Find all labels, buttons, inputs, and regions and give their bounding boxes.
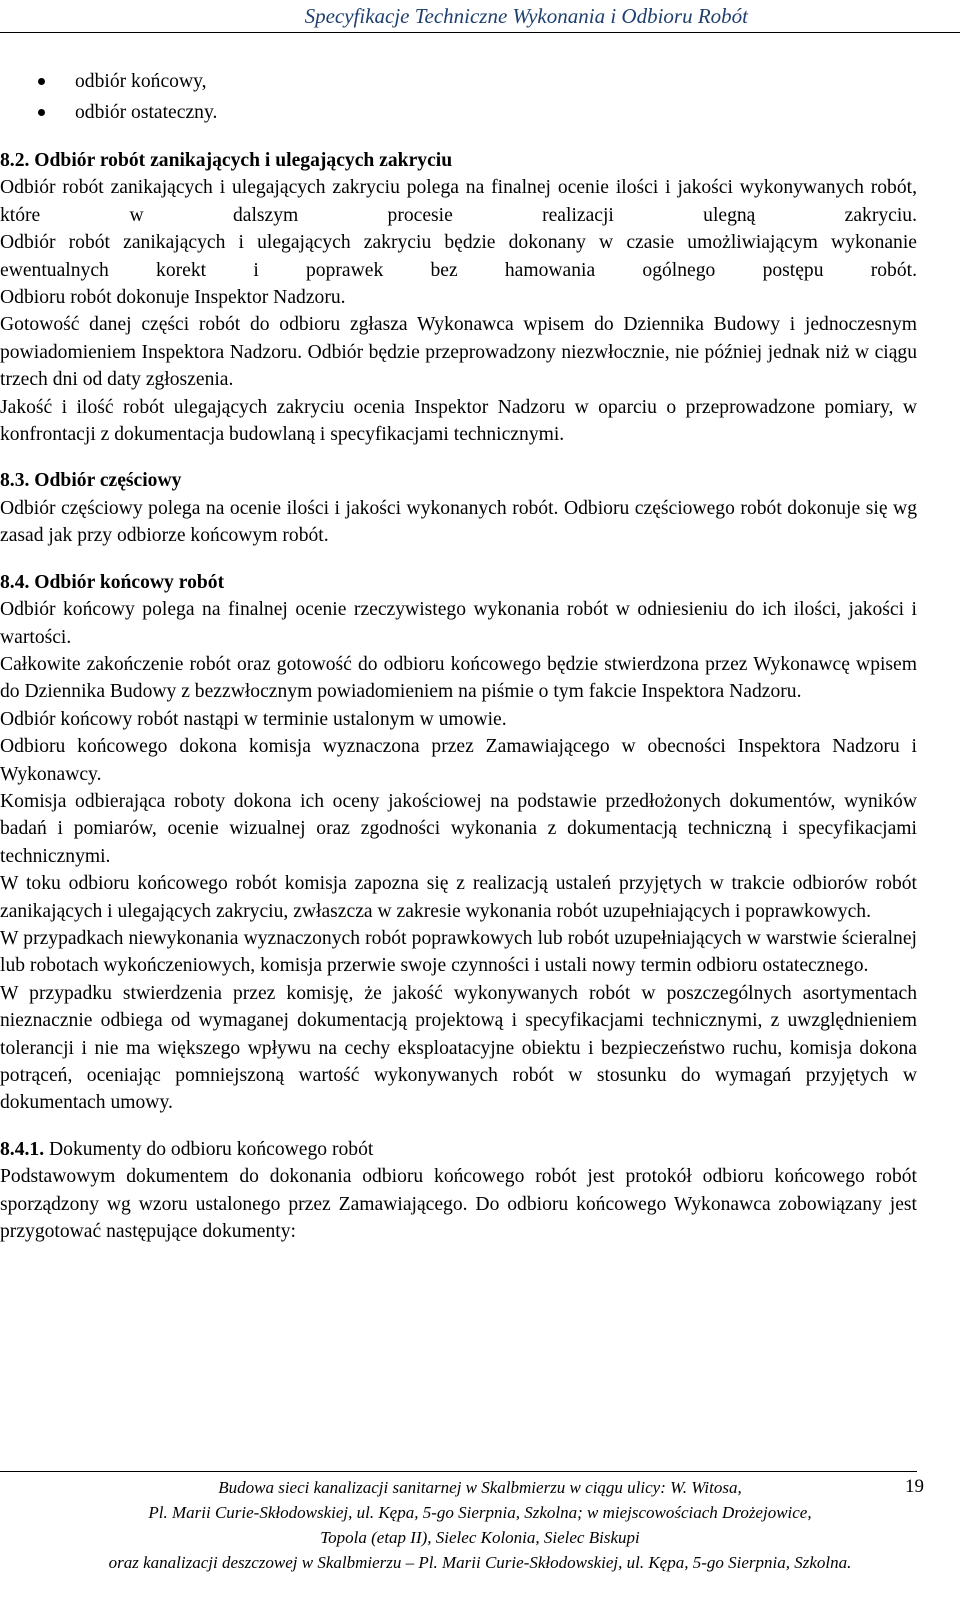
section-8-4 [0, 569, 917, 1117]
paragraph: Odbiór robót zanikających i ulegających zakryciu będzie dokonany w czasie umożliwiającym wykonanie ewentualnych korekt i poprawek bez hamowania ogólnego postępu robót. [0, 232, 917, 281]
paragraph: W przypadku stwierdzenia przez komisję, że jakość wykonywanych robót w poszczególnych asortymentach nieznacznie odbiega od wymaganej dokumentacją projektową i specyfikacjami technicznymi, z uwzględnieniem tolerancji i nie ma większego wpływu na cechy eksploatacyjne obiektu i bezpieczeństwo ruchu, komisja dokona potrąceń, oceniając pomniejszoną wartość wykonywanych robót w stosunku do wymagań przyjętych w dokumentach umowy. [0, 982, 917, 1114]
paragraph: Odbiór końcowy robót nastąpi w terminie ustalonym w umowie. [0, 708, 507, 730]
paragraph: Odbiór robót zanikających i ulegających zakryciu polega na finalnej ocenie ilości i jakości wykonywanych robót, które w dalszym procesie realizacji ulegną zakryciu. [0, 177, 917, 226]
section-heading [0, 569, 917, 596]
footer-line: Topola (etap II), Sielec Kolonia, Sielec Biskupi [320, 1528, 640, 1547]
paragraph: Jakość i ilość robót ulegających zakryciu ocenia Inspektor Nadzoru w oparciu o przeprowadzone pomiary, w konfrontacji z dokumentacja budowlaną i specyfikacjami technicznymi. [0, 396, 917, 446]
page-footer [0, 1475, 960, 1575]
paragraph: Odbiór końcowy polega na finalnej ocenie rzeczywistego wykonania robót w odniesieniu do ich ilości, jakości i wartości. [0, 599, 917, 648]
footer-divider [0, 1471, 917, 1472]
bullet-icon [38, 109, 45, 116]
paragraph: Podstawowym dokumentem do dokonania odbioru końcowego robót jest protokół odbioru końcowego robót sporządzony wg wzoru ustalonego przez Zamawiającego. Do odbioru końcowego Wykonawca zobowiązany jest przygotować następujące dokumenty: [0, 1166, 917, 1243]
footer-line: oraz kanalizacji deszczowej w Skalbmierzu – Pl. Marii Curie-Skłodowskiej, ul. Kępa, 5-go Sierpnia, Szkolna. [108, 1553, 852, 1572]
list-item: odbiór ostateczny. [0, 97, 917, 128]
section-heading [0, 467, 917, 494]
section-title: Dokumenty do odbioru końcowego robót [49, 1138, 374, 1160]
section-8-2 [0, 147, 917, 448]
document-body [0, 66, 917, 1245]
section-8-4-1 [0, 1136, 917, 1246]
paragraph: W przypadkach niewykonania wyznaczonych robót poprawkowych lub robót uzupełniających w warstwie ścieralnej lub robotach wykończeniowych, komisja przerwie swoje czynności i ustali nowy termin odbioru ostatecznego. [0, 927, 917, 977]
paragraph: W toku odbioru końcowego robót komisja zapozna się z realizacją ustaleń przyjętych w trakcie odbiorów robót zanikających i ulegających zakryciu, zwłaszcza w zakresie wykonania robót uzupełniających i poprawkowych. [0, 873, 917, 922]
section-title: Odbiór częściowy [34, 470, 182, 492]
header-title: Specyfikacje Techniczne Wykonania i Odbioru Robót [304, 4, 748, 28]
section-number: 8.4. [0, 571, 30, 593]
bullet-icon [38, 78, 45, 85]
section-8-3 [0, 467, 917, 549]
list-item: odbiór końcowy, [0, 66, 917, 97]
paragraph: Gotowość danej części robót do odbioru zgłasza Wykonawca wpisem do Dziennika Budowy i jednoczesnym powiadomieniem Inspektora Nadzoru. Odbiór będzie przeprowadzony niezwłocznie, nie później jednak niż w ciągu trzech dni od daty zgłoszenia. [0, 314, 917, 391]
footer-line: Budowa sieci kanalizacji sanitarnej w Skalbmierzu w ciągu ulicy: W. Witosa, [218, 1478, 742, 1497]
paragraph: Całkowite zakończenie robót oraz gotowość do odbioru końcowego będzie stwierdzona przez Wykonawcę wpisem do Dziennika Budowy z bezzwłocznym powiadomieniem na piśmie o tym fakcie Inspektora Nadzoru. [0, 653, 917, 703]
section-title: Odbiór robót zanikających i ulegających zakryciu [34, 150, 453, 171]
section-number: 8.2. [0, 150, 30, 171]
footer-line: Pl. Marii Curie-Skłodowskiej, ul. Kępa, 5-go Sierpnia, Szkolna; w miejscowościach Drożejowice, [148, 1503, 812, 1522]
section-heading [0, 147, 917, 174]
paragraph: Odbiór częściowy polega na ocenie ilości i jakości wykonanych robót. Odbioru częściowego robót dokonuje się wg zasad jak przy odbiorze końcowym robót. [0, 497, 917, 547]
section-title: Odbiór końcowy robót [34, 571, 225, 593]
section-heading [0, 1136, 917, 1163]
page-number: 19 [905, 1476, 924, 1497]
paragraph: Odbioru robót dokonuje Inspektor Nadzoru. [0, 287, 346, 309]
section-number: 8.3. [0, 470, 30, 492]
bullet-list [0, 66, 917, 128]
paragraph: Komisja odbierająca roboty dokona ich oceny jakościowej na podstawie przedłożonych dokumentów, wyników badań i pomiarów, ocenie wizualnej oraz zgodności wykonania z dokumentacją techniczną i specyfikacjami technicznymi. [0, 790, 917, 867]
page-header [0, 2, 960, 33]
section-number: 8.4.1. [0, 1138, 45, 1160]
paragraph: Odbioru końcowego dokona komisja wyznaczona przez Zamawiającego w obecności Inspektora Nadzoru i Wykonawcy. [0, 736, 917, 785]
